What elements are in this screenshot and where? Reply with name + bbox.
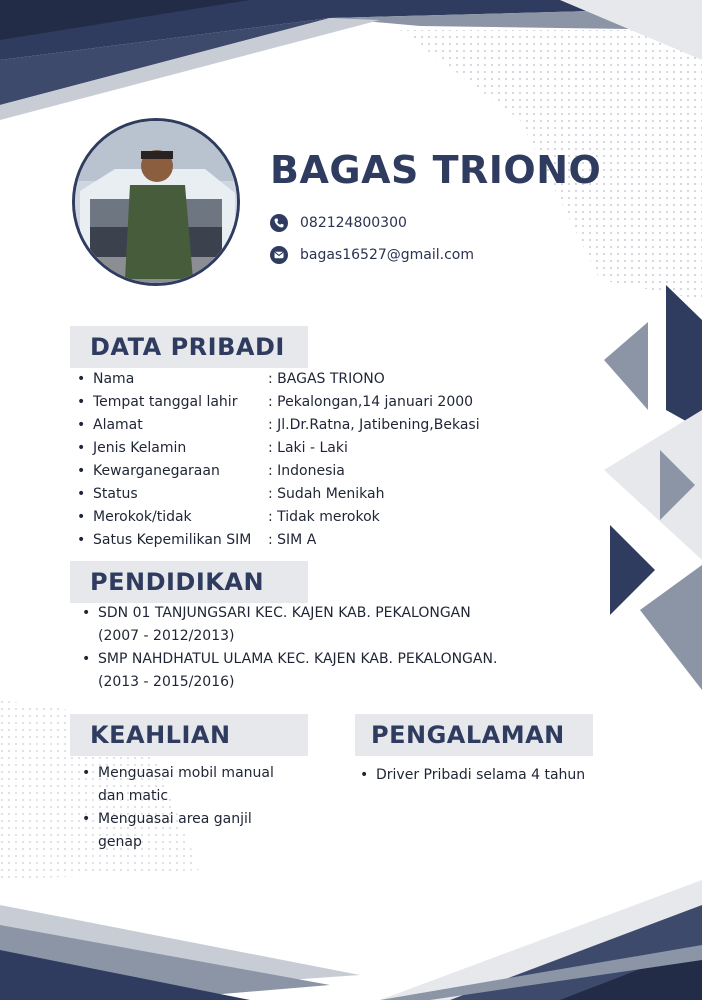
list-item: • Nama : BAGAS TRIONO [75,368,480,391]
pengalaman-list [358,764,658,787]
list-item: • SDN 01 TANJUNGSARI KEC. KAJEN KAB. PEKALONGAN (2007 - 2012/2013) [80,602,550,648]
keahlian-heading: KEAHLIAN [70,714,308,756]
list-item: • Merokok/tidak : Tidak merokok [75,506,480,529]
list-item: • Satus Kepemilikan SIM : SIM A [75,529,480,552]
list-item: • Alamat : Jl.Dr.Ratna, Jatibening,Bekasi [75,414,480,437]
email-icon [270,246,288,264]
email-address: bagas16527@gmail.com [300,247,474,263]
list-item: • SMP NAHDHATUL ULAMA KEC. KAJEN KAB. PEKALONGAN. (2013 - 2015/2016) [80,648,550,694]
list-item: • Menguasai area ganjil genap [80,808,290,854]
phone-row [270,214,407,232]
list-item: • Driver Pribadi selama 4 tahun [358,764,658,787]
pengalaman-heading: PENGALAMAN [355,714,593,756]
profile-photo [72,118,240,286]
data-pribadi-heading: DATA PRIBADI [70,326,308,368]
list-item: • Status : Sudah Menikah [75,483,480,506]
list-item: • Kewarganegaraan : Indonesia [75,460,480,483]
list-item: • Menguasai mobil manual dan matic [80,762,290,808]
email-row [270,246,474,264]
list-item: • Tempat tanggal lahir : Pekalongan,14 januari 2000 [75,391,480,414]
phone-number: 082124800300 [300,215,407,231]
data-pribadi-list [75,368,480,552]
phone-icon [270,214,288,232]
keahlian-list [80,762,290,854]
pendidikan-list [80,602,550,694]
list-item: • Jenis Kelamin : Laki - Laki [75,437,480,460]
full-name: BAGAS TRIONO [270,148,602,192]
pendidikan-heading: PENDIDIKAN [70,561,308,603]
